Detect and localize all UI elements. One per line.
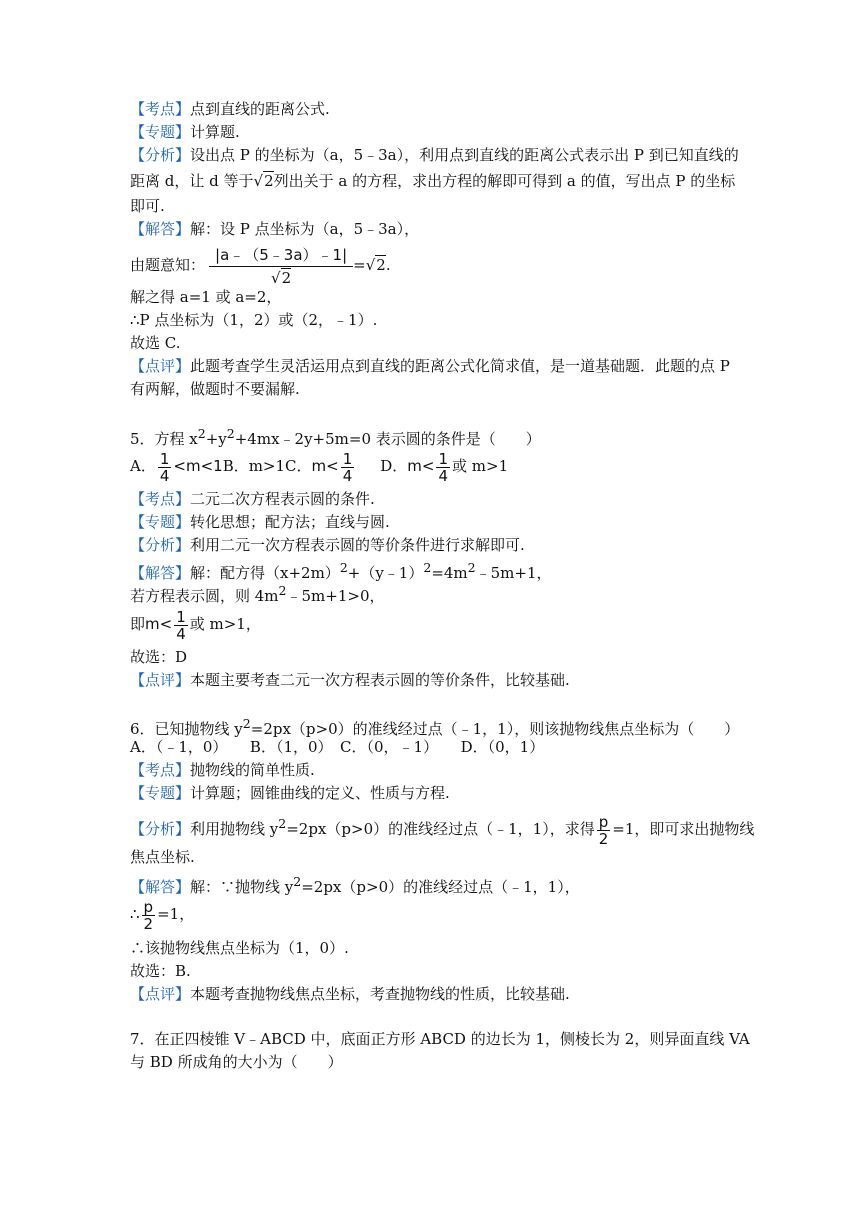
fraction-denominator: √2 [271,268,292,287]
jieda-tag: 【解答】 [130,220,191,238]
stem-text: 6．已知抛物线 y [130,720,243,738]
q5-dianping [130,669,570,691]
jieda-text: ∴P 点坐标为（1，2）或（2，﹣1）. [130,311,378,329]
fenxi-text: 列出关于 a 的方程，求出方程的解即可得到 a 的值，写出点 P 的坐标 [273,172,736,190]
period: . [385,256,391,274]
q5-fenxi [130,534,525,556]
superscript: 2 [278,816,287,831]
stem-text: =2px（p>0）的准线经过点（﹣1，1），则该抛物线焦点坐标为（ ） [250,720,740,738]
fraction [436,451,450,484]
fraction-numerator: 1 [438,449,449,468]
superscript: 2 [467,560,476,575]
q4-jieda-line4 [130,309,377,331]
dianping-text: 本题主要考查二元一次方程表示圆的等价条件，比较基础. [190,671,570,689]
kaodian-tag: 【考点】 [130,100,191,118]
fraction [174,609,188,642]
fraction-denominator: 4 [342,466,353,485]
jieda-text: =1， [157,905,195,923]
fenxi-text: 焦点坐标. [130,848,195,866]
stem-text: +4mx﹣2y+5m=0 表示圆的条件是（ ） [234,430,541,448]
fraction-denominator: 4 [159,466,170,485]
option-text: <m<1 [173,457,223,475]
q6-dianping [130,983,570,1005]
sqrt-symbol: √ [365,256,376,274]
q5-options [130,448,508,484]
sqrt-symbol: √ [253,172,264,190]
fraction-numerator: p [142,899,156,916]
zhuanti-tag: 【专题】 [130,513,191,531]
q4-jieda-line3 [130,286,281,308]
q5-jieda-line2 [130,580,385,605]
jieda-text: ∴ [130,905,140,923]
fraction-denominator: 4 [176,624,186,643]
option-a [130,449,223,485]
option-label: A． [130,457,156,475]
q4-jieda-line5 [130,332,180,354]
superscript: 2 [339,560,348,575]
jieda-text: 解：∵抛物线 y [190,878,294,896]
option-c [285,449,356,485]
distance-fraction [209,244,353,289]
q5-zhuanti [130,511,390,533]
dianping-tag: 【点评】 [130,671,191,689]
stem-text: +y [205,430,227,448]
superscript: 2 [293,874,302,889]
fenxi-text: 利用二元一次方程表示圆的等价条件进行求解即可. [190,536,525,554]
jieda-text: 解之得 a=1 或 a=2， [130,288,282,306]
zhuanti-text: 计算题；圆锥曲线的定义、性质与方程. [190,784,450,802]
fraction-numerator: 1 [342,449,353,468]
kaodian-text: 点到直线的距离公式. [190,100,330,118]
fenxi-text: 设出点 P 的坐标为（a，5﹣3a），利用点到直线的距离公式表示出 P 到已知直线的 [190,146,739,164]
fenxi-text: 即可. [130,197,165,215]
fenxi-text: =1，即可求出抛物线 [612,820,755,838]
superscript: 2 [242,716,251,731]
fenxi-text: 距离 d，让 d 等于 [130,172,254,190]
q6-jieda [130,871,580,896]
q5-jieda-line4 [130,646,187,668]
jieda-text: 即 [130,615,146,633]
jieda-text: 故选：D [130,648,188,666]
q4-zhuanti [130,121,240,143]
dianping-text: 此题考查学生灵活运用点到直线的距离公式化简求值，是一道基础题．此题的点 P [190,357,730,375]
fraction [341,451,355,484]
q4-jieda-formula [130,241,391,289]
q7-stem-line2 [130,1051,343,1073]
option-text: m< [407,457,435,475]
superscript: 2 [423,560,432,575]
q6-jieda-line4 [130,960,191,982]
option-d [380,449,509,485]
jieda-text: 故选：B. [130,962,191,980]
dianping-text: 本题考查抛物线焦点坐标，考查抛物线的性质，比较基础. [190,985,570,1003]
fraction-denominator: 2 [598,829,609,848]
fraction [158,451,172,484]
sqrt-radicand: 2 [376,256,386,274]
q4-dianping [130,355,730,377]
sqrt-radicand: 2 [264,172,274,190]
zhuanti-text: 转化思想；配方法；直线与圆. [190,513,390,531]
jieda-text: ﹣5m+1>0， [286,587,385,605]
fraction-numerator: 1 [159,449,170,468]
superscript: 2 [226,426,235,441]
zhuanti-tag: 【专题】 [130,123,191,141]
jieda-tag: 【解答】 [130,564,191,582]
jieda-text: 故选 C. [130,334,181,352]
dianping-tag: 【点评】 [130,985,191,1003]
jieda-text: 解：配方得（x+2m） [190,564,340,582]
jieda-text: ﹣5m+1， [475,564,552,582]
fraction [142,899,156,932]
dianping-text: 有两解，做题时不要漏解. [130,380,300,398]
jieda-text: 由题意知： [130,256,206,274]
q6-kaodian [130,759,315,781]
kaodian-tag: 【考点】 [130,761,191,779]
jieda-text: 若方程表示圆，则 4m [130,587,279,605]
jieda-text: =2px（p>0）的准线经过点（﹣1，1）， [301,878,580,896]
fenxi-tag: 【分析】 [130,820,191,838]
option-text: m< [311,457,339,475]
sqrt-radicand: 2 [281,268,292,287]
jieda-text: 解：设 P 点坐标为（a，5﹣3a）， [190,220,420,238]
q6-jieda-line2 [130,895,194,933]
equals-sign: = [353,256,366,274]
kaodian-tag: 【考点】 [130,490,191,508]
fraction-denominator: 4 [438,466,449,485]
jieda-text: +（y﹣1） [347,564,424,582]
superscript: 2 [197,426,206,441]
fenxi-text: 利用抛物线 y [190,820,279,838]
q4-fenxi [130,144,739,166]
q5-jieda [130,557,552,582]
q4-dianping-line2 [130,378,300,400]
q6-jieda-line3 [130,937,349,959]
option-label: C． [285,457,312,475]
option-b: B．m>1 [222,457,286,475]
fenxi-tag: 【分析】 [130,146,191,164]
superscript: 2 [278,583,287,598]
q5-kaodian [130,488,375,510]
zhuanti-text: 计算题. [190,123,240,141]
q6-fenxi-line2 [130,846,195,868]
option-label: D． [380,457,408,475]
zhuanti-tag: 【专题】 [130,784,191,802]
q6-fenxi [130,805,755,848]
option-text: 或 m>1 [452,457,509,475]
jieda-tag: 【解答】 [130,878,191,896]
fraction-numerator: p [597,814,611,831]
q6-options [130,736,544,758]
q5-stem [130,423,541,448]
fraction-numerator: 1 [176,607,186,626]
fenxi-tag: 【分析】 [130,536,191,554]
jieda-text: ∴该抛物线焦点坐标为（1，0）. [130,939,349,957]
q4-fenxi-line3 [130,195,165,217]
q6-stem [130,713,740,738]
fraction-denominator: 2 [143,914,154,933]
q5-jieda-line3 [130,605,261,643]
dianping-tag: 【点评】 [130,357,191,375]
q4-kaodian [130,98,330,120]
stem-text: 7．在正四棱锥 V﹣ABCD 中，底面正方形 ABCD 的边长为 1，侧棱长为 2，则异面直线 VA [130,1030,750,1048]
option-text: A．（﹣1，0） B．（1，0） C．（0，﹣1） D．（0，1） [130,738,545,756]
kaodian-text: 抛物线的简单性质. [190,761,315,779]
stem-text: 与 BD 所成角的大小为（ ） [130,1053,343,1071]
jieda-text: m< [145,615,173,633]
fenxi-text: =2px（p>0）的准线经过点（﹣1，1），求得 [286,820,595,838]
kaodian-text: 二元二次方程表示圆的条件. [190,490,375,508]
q7-stem [130,1028,750,1050]
q4-fenxi-line2 [130,170,735,192]
q4-jieda [130,218,419,240]
jieda-text: =4m [431,564,468,582]
fraction-numerator: |a﹣（5﹣3a）﹣1| [209,244,353,267]
fraction [597,814,611,847]
jieda-text: 或 m>1， [189,615,261,633]
q6-zhuanti [130,782,450,804]
stem-text: 5．方程 x [130,430,198,448]
